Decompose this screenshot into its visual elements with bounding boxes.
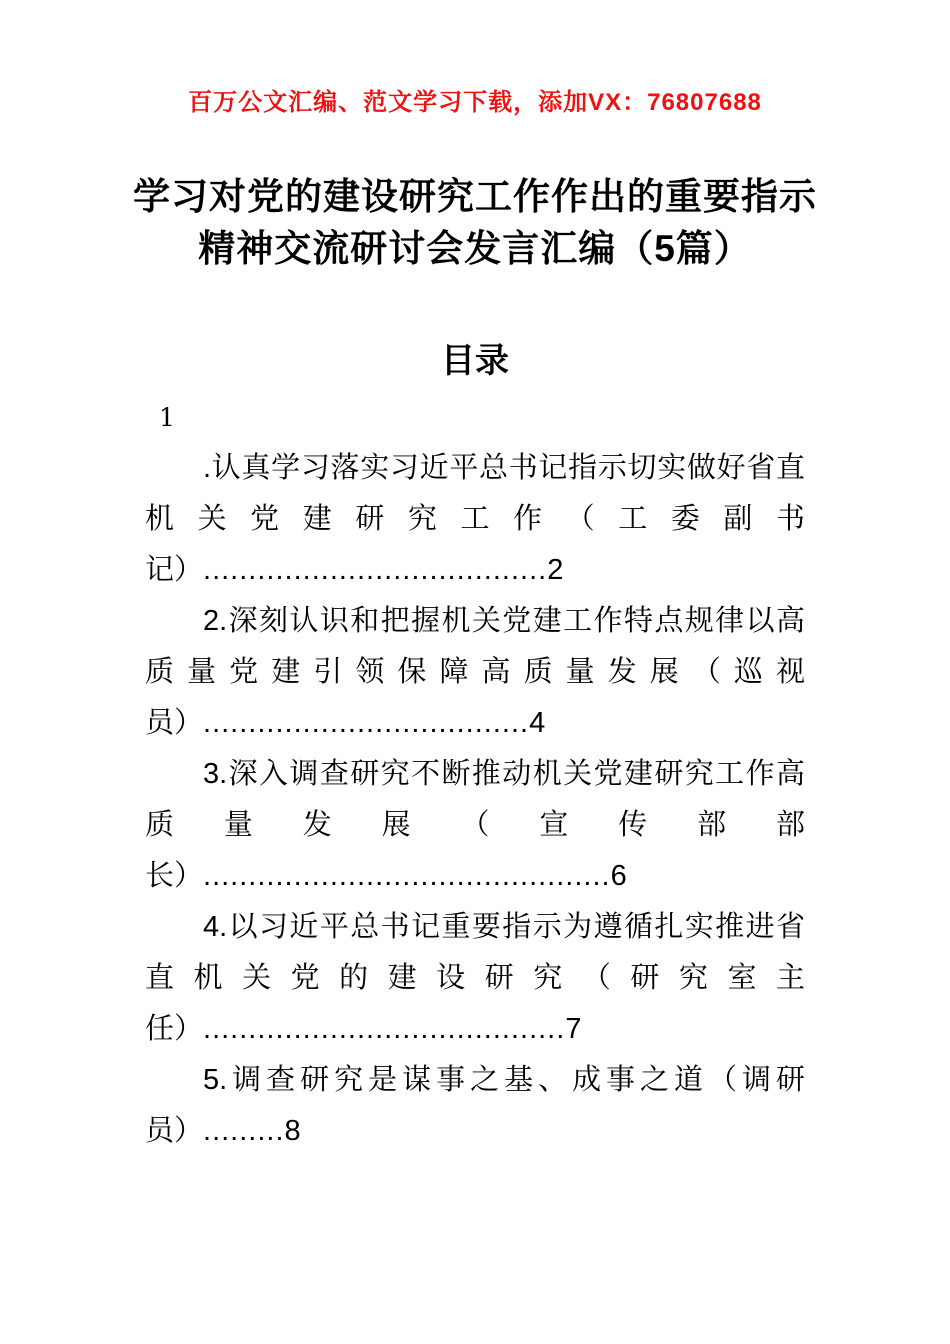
toc-stray-number: 1 [159,403,175,432]
toc-entry [145,1055,805,1157]
document-title-line1: 学习对党的建设研究工作作出的重要指示 [133,176,817,217]
promo-notice: 百万公文汇编、范文学习下载，添加VX：76807688 [188,89,762,116]
toc-entry [145,902,805,1055]
toc-dot-leader: ........................................ [203,1013,566,1045]
toc-entry-text: 3.深入调查研究不断推动机关党建研究工作高质量发展（宣传部部长） [145,758,805,892]
toc-dot-leader: .................................... [203,707,530,739]
toc-entry-text: 4.以习近平总书记重要指示为遵循扎实推进省直机关党的建设研究（研究室主任） [145,911,805,1045]
toc-dot-leader: ......... [203,1115,285,1147]
toc-page-number: 7 [565,1013,582,1045]
toc-page-number: 2 [547,554,564,586]
toc-entry-text: 5.调查研究是谋事之基、成事之道（调研员） [145,1064,805,1147]
toc-page-number: 8 [284,1115,301,1147]
toc-dot-leader: ...................................... [203,554,548,586]
document-title-line2: 精神交流研讨会发言汇编（5篇） [198,228,752,269]
toc-entry [145,749,805,902]
table-of-contents [145,392,805,1157]
toc-entry-text: .认真学习落实习近平总书记指示切实做好省直机关党建研究工作（工委副书记） [145,452,805,586]
toc-dot-leader: ............................................. [203,860,611,892]
toc-page-number: 4 [529,707,546,739]
document-title [120,171,830,275]
toc-page-number: 6 [610,860,627,892]
toc-entry [145,443,805,596]
toc-heading: 目录 [441,342,509,380]
toc-entry [145,596,805,749]
toc-entry-text: 2.深刻认识和把握机关党建工作特点规律以高质量党建引领保障高质量发展（巡视员） [145,605,805,739]
